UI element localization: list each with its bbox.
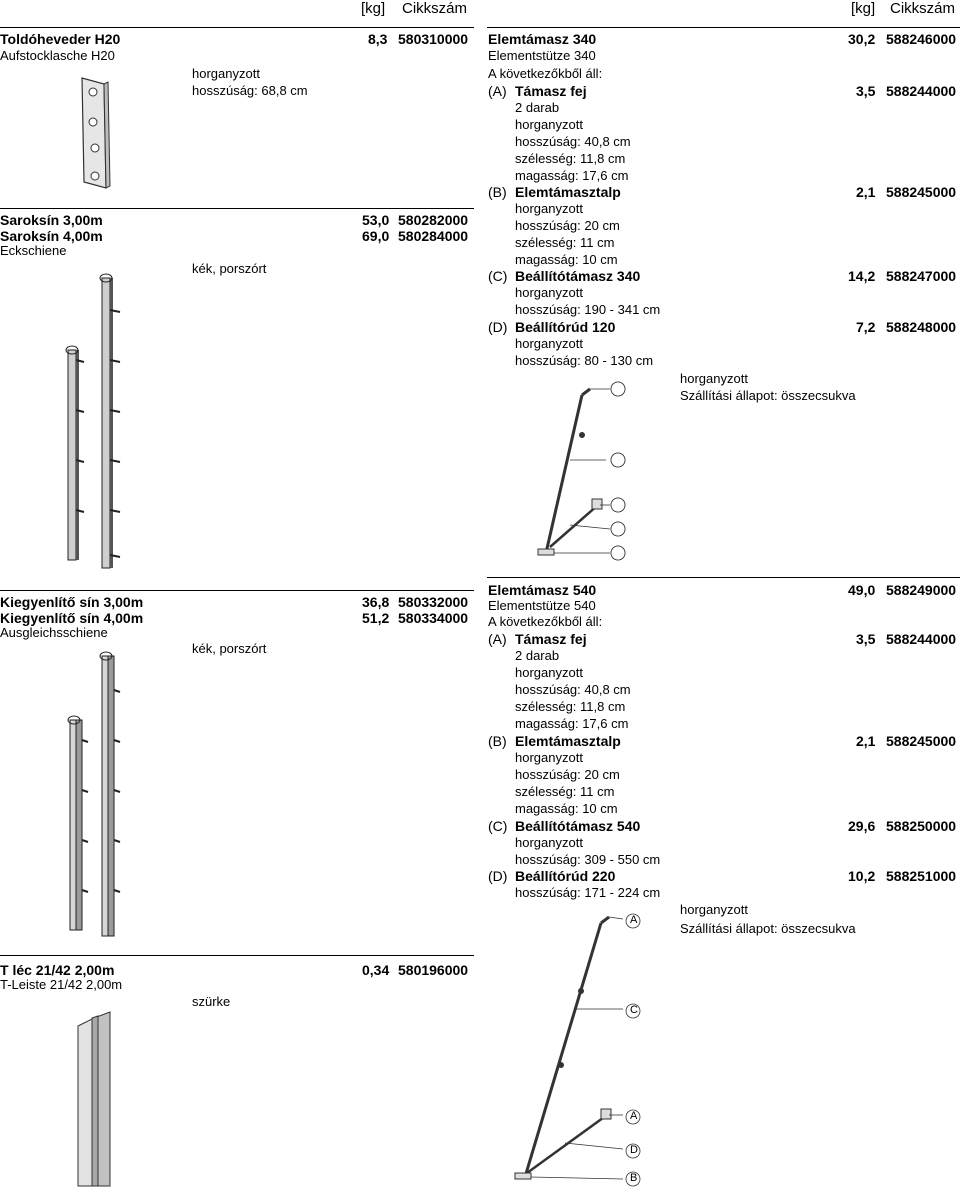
item-name: Kiegyenlítő sín 3,00m: [0, 594, 144, 610]
part-detail: szélesség: 11 cm: [515, 784, 615, 799]
item-name: Elemtámasz 540: [488, 582, 597, 598]
article-header-left: Cikkszám: [402, 0, 468, 17]
item-weight: 30,2: [848, 31, 876, 47]
part-name: Támasz fej: [515, 83, 587, 99]
item-article-number: 580284000: [398, 228, 469, 244]
part-article-number: 588244000: [886, 83, 957, 99]
divider: [0, 208, 474, 209]
t-lec-drawing: [74, 1008, 124, 1188]
part-detail: horganyzott: [515, 336, 583, 351]
callout-label: D: [630, 1144, 638, 1156]
item-finish: horganyzott: [680, 902, 748, 917]
part-weight: 10,2: [848, 868, 876, 884]
part-label: (C): [488, 818, 508, 834]
item-article-number: 580310000: [398, 31, 469, 47]
item-article-number: 588249000: [886, 582, 957, 598]
part-name: Beállítórúd 220: [515, 868, 616, 884]
part-label: (D): [488, 868, 508, 884]
part-detail: hosszúság: 190 - 341 cm: [515, 302, 661, 317]
part-weight: 3,5: [856, 631, 876, 647]
part-detail: horganyzott: [515, 835, 583, 850]
callout-circles: [605, 377, 625, 567]
item-subtitle: Eckschiene: [0, 243, 67, 258]
part-article-number: 588250000: [886, 818, 957, 834]
part-detail: szélesség: 11,8 cm: [515, 151, 626, 166]
part-detail: hosszúság: 309 - 550 cm: [515, 852, 661, 867]
part-article-number: 588247000: [886, 268, 957, 284]
callout-label: C: [630, 1004, 638, 1016]
part-article-number: 588244000: [886, 631, 957, 647]
item-length: hosszúság: 68,8 cm: [192, 83, 308, 98]
item-name: Saroksín 4,00m: [0, 228, 103, 244]
part-label: (B): [488, 184, 507, 200]
kg-header-right: [kg]: [851, 0, 876, 17]
part-detail: horganyzott: [515, 117, 583, 132]
item-name: Saroksín 3,00m: [0, 212, 103, 228]
item-weight: 49,0: [848, 582, 876, 598]
part-detail: hosszúság: 171 - 224 cm: [515, 885, 661, 900]
part-weight: 29,6: [848, 818, 876, 834]
item-subtitle: Aufstocklasche H20: [0, 48, 115, 63]
part-detail: horganyzott: [515, 665, 583, 680]
part-name: Elemtámasztalp: [515, 733, 621, 749]
divider: [487, 27, 960, 28]
item-subtitle: Elementstütze 340: [488, 48, 596, 63]
part-detail: magasság: 10 cm: [515, 801, 618, 816]
part-detail: hosszúság: 20 cm: [515, 218, 620, 233]
delivery-state: Szállítási állapot: összecsukva: [680, 388, 856, 403]
item-article-number: 580334000: [398, 610, 469, 626]
item-weight: 53,0: [362, 212, 390, 228]
part-article-number: 588251000: [886, 868, 957, 884]
part-label: (C): [488, 268, 508, 284]
item-article-number: 580332000: [398, 594, 469, 610]
item-finish: kék, porszórt: [192, 261, 267, 276]
part-weight: 3,5: [856, 83, 876, 99]
part-detail: szélesség: 11,8 cm: [515, 699, 626, 714]
item-finish: horganyzott: [680, 371, 748, 386]
item-name: Elemtámasz 340: [488, 31, 597, 47]
part-label: (D): [488, 319, 508, 335]
callout-label: B: [630, 1172, 638, 1184]
kiegyenlito-drawing: [60, 650, 130, 940]
part-weight: 2,1: [856, 733, 876, 749]
part-detail: 2 darab: [515, 100, 560, 115]
part-weight: 2,1: [856, 184, 876, 200]
toldoheveder-drawing: [76, 72, 116, 192]
item-subtitle: Elementstütze 540: [488, 598, 596, 613]
item-weight: 36,8: [362, 594, 390, 610]
part-detail: hosszúság: 40,8 cm: [515, 134, 631, 149]
consists-label: A következőkből áll:: [488, 614, 603, 629]
part-detail: hosszúság: 20 cm: [515, 767, 620, 782]
divider: [0, 27, 474, 28]
elemtamasz-540-drawing: [505, 905, 638, 1190]
item-subtitle: T-Leiste 21/42 2,00m: [0, 977, 123, 992]
part-detail: horganyzott: [515, 285, 583, 300]
part-article-number: 588245000: [886, 184, 957, 200]
item-weight: 69,0: [362, 228, 390, 244]
item-name: Toldóheveder H20: [0, 31, 121, 47]
item-name: T léc 21/42 2,00m: [0, 962, 115, 978]
part-name: Támasz fej: [515, 631, 587, 647]
part-name: Beállítótámasz 340: [515, 268, 641, 284]
part-detail: horganyzott: [515, 201, 583, 216]
part-name: Elemtámasztalp: [515, 184, 621, 200]
item-name: Kiegyenlítő sín 4,00m: [0, 610, 144, 626]
divider: [0, 590, 474, 591]
divider: [487, 577, 960, 578]
item-article-number: 580196000: [398, 962, 469, 978]
item-weight: 0,34: [362, 962, 390, 978]
item-weight: 8,3: [368, 31, 388, 47]
saroksin-drawing: [60, 270, 130, 570]
part-detail: magasság: 10 cm: [515, 252, 618, 267]
callout-label: A: [630, 1110, 638, 1122]
item-subtitle: Ausgleichsschiene: [0, 625, 108, 640]
part-label: (A): [488, 631, 507, 647]
part-detail: hosszúság: 40,8 cm: [515, 682, 631, 697]
callout-label: A: [630, 914, 638, 926]
part-detail: magasság: 17,6 cm: [515, 716, 629, 731]
item-finish: kék, porszórt: [192, 641, 267, 656]
item-finish: horganyzott: [192, 66, 260, 81]
part-detail: magasság: 17,6 cm: [515, 168, 629, 183]
part-name: Beállítórúd 120: [515, 319, 616, 335]
divider: [0, 955, 474, 956]
part-label: (A): [488, 83, 507, 99]
item-article-number: 580282000: [398, 212, 469, 228]
part-weight: 14,2: [848, 268, 876, 284]
item-weight: 51,2: [362, 610, 390, 626]
kg-header-left: [kg]: [361, 0, 386, 17]
consists-label: A következőkből áll:: [488, 66, 603, 81]
item-article-number: 588246000: [886, 31, 957, 47]
part-label: (B): [488, 733, 507, 749]
part-article-number: 588248000: [886, 319, 957, 335]
part-article-number: 588245000: [886, 733, 957, 749]
part-detail: horganyzott: [515, 750, 583, 765]
part-name: Beállítótámasz 540: [515, 818, 641, 834]
item-finish: szürke: [192, 994, 231, 1009]
part-detail: 2 darab: [515, 648, 560, 663]
article-header-right: Cikkszám: [890, 0, 956, 17]
part-detail: hosszúság: 80 - 130 cm: [515, 353, 654, 368]
part-detail: szélesség: 11 cm: [515, 235, 615, 250]
delivery-state: Szállítási állapot: összecsukva: [680, 921, 856, 936]
part-weight: 7,2: [856, 319, 876, 335]
